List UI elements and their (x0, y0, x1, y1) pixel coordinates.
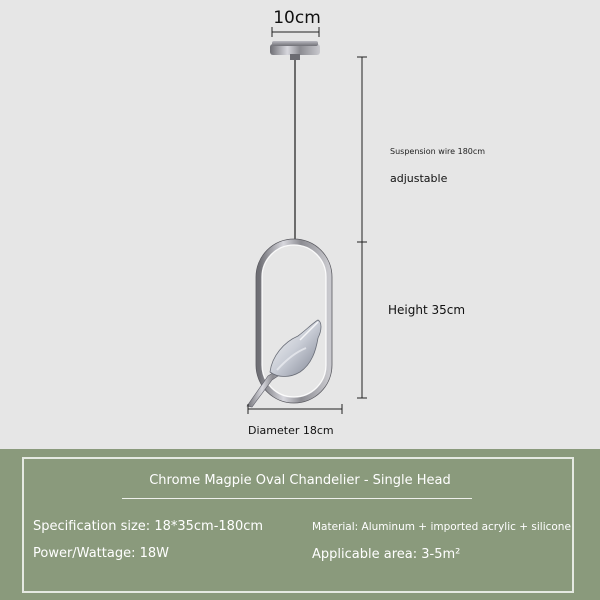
diameter-label: Diameter 18cm (248, 424, 334, 437)
canopy-width-label: 10cm (273, 8, 321, 28)
ceiling-canopy (270, 41, 320, 60)
diameter-dimension-line (248, 404, 342, 414)
product-title: Chrome Magpie Oval Chandelier - Single Head (149, 473, 451, 488)
suspension-dimension-line (357, 57, 367, 398)
adjustable-label: adjustable (390, 172, 448, 185)
specification-size: Specification size: 18*35cm-180cm (33, 519, 264, 534)
applicable-area: Applicable area: 3-5m² (312, 547, 461, 562)
magpie-bird (270, 320, 321, 377)
suspension-wire-label: Suspension wire 180cm (390, 147, 486, 156)
canopy-width-dimension (272, 27, 319, 37)
power-wattage: Power/Wattage: 18W (33, 546, 169, 561)
height-label: Height 35cm (388, 303, 466, 317)
material-info: Material: Aluminum + imported acrylic + silicone (312, 521, 571, 533)
title-divider (122, 498, 472, 499)
